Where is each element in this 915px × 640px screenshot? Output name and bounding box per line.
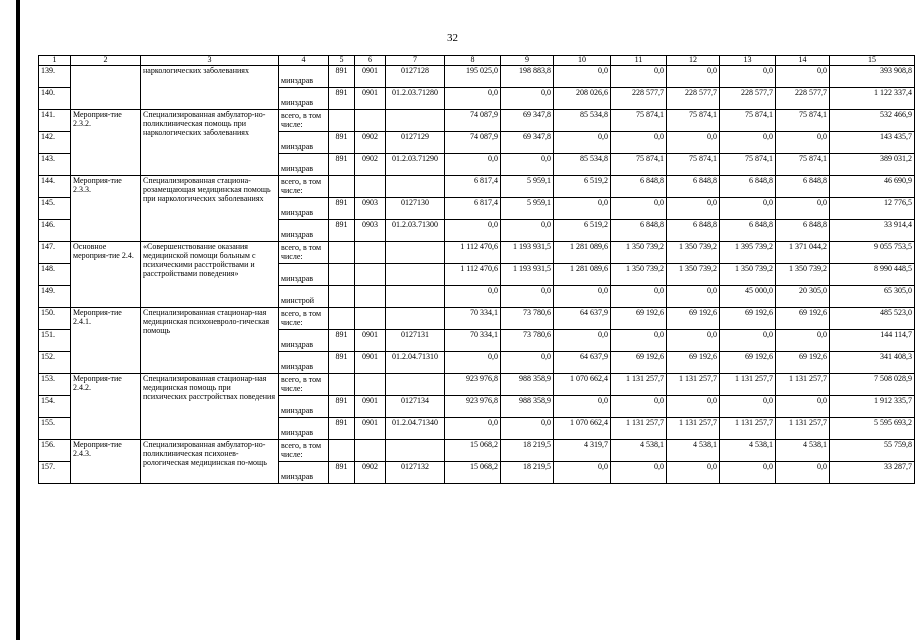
amount-cell: 0,0 xyxy=(501,154,554,176)
row-number-cell: 156. xyxy=(39,440,71,462)
target-code-cell xyxy=(386,110,445,132)
executor-cell: всего, в том числе: xyxy=(279,242,329,264)
executor-cell: всего, в том числе: xyxy=(279,374,329,396)
row-number-cell: 152. xyxy=(39,352,71,374)
column-number-cell: 2 xyxy=(71,56,141,66)
section-code-cell: 0901 xyxy=(355,418,386,440)
page-number: 32 xyxy=(447,32,458,44)
amount-cell: 208 026,6 xyxy=(554,88,611,110)
target-code-cell xyxy=(386,286,445,308)
amount-cell: 988 358,9 xyxy=(501,396,554,418)
amount-cell: 923 976,8 xyxy=(445,396,501,418)
amount-cell: 0,0 xyxy=(611,132,667,154)
row-number-cell: 140. xyxy=(39,88,71,110)
amount-cell: 1 131 257,7 xyxy=(720,374,776,396)
amount-cell: 15 068,2 xyxy=(445,462,501,484)
amount-cell: 0,0 xyxy=(611,66,667,88)
amount-cell: 1 350 739,2 xyxy=(720,264,776,286)
executor-cell: минздрав xyxy=(279,66,329,88)
amount-cell: 0,0 xyxy=(720,396,776,418)
executor-cell: всего, в том числе: xyxy=(279,110,329,132)
amount-cell: 0,0 xyxy=(720,462,776,484)
section-code-cell: 0902 xyxy=(355,132,386,154)
amount-cell: 0,0 xyxy=(445,418,501,440)
amount-cell: 0,0 xyxy=(720,330,776,352)
row-number-cell: 146. xyxy=(39,220,71,242)
amount-cell: 144 114,7 xyxy=(830,330,915,352)
target-code-cell: 0127134 xyxy=(386,396,445,418)
ministry-code-cell: 891 xyxy=(329,198,355,220)
amount-cell: 64 637,9 xyxy=(554,352,611,374)
amount-cell: 5 595 693,2 xyxy=(830,418,915,440)
executor-cell: минздрав xyxy=(279,154,329,176)
amount-cell: 1 350 739,2 xyxy=(611,264,667,286)
activity-name-cell: Основное мероприя-тие 2.4. xyxy=(71,242,141,308)
amount-cell: 0,0 xyxy=(667,330,720,352)
amount-cell: 9 055 753,5 xyxy=(830,242,915,264)
amount-cell: 0,0 xyxy=(611,198,667,220)
amount-cell: 64 637,9 xyxy=(554,308,611,330)
row-number-cell: 142. xyxy=(39,132,71,154)
table-row xyxy=(39,308,915,330)
amount-cell: 0,0 xyxy=(667,66,720,88)
amount-cell: 0,0 xyxy=(611,462,667,484)
executor-cell: минздрав xyxy=(279,396,329,418)
column-number-cell: 8 xyxy=(445,56,501,66)
amount-cell: 0,0 xyxy=(501,418,554,440)
row-number-cell: 154. xyxy=(39,396,71,418)
target-code-cell: 0127130 xyxy=(386,198,445,220)
amount-cell: 74 087,9 xyxy=(445,110,501,132)
amount-cell: 0,0 xyxy=(776,198,830,220)
amount-cell: 1 070 662,4 xyxy=(554,374,611,396)
amount-cell: 1 131 257,7 xyxy=(667,418,720,440)
row-number-cell: 139. xyxy=(39,66,71,88)
amount-cell: 532 466,9 xyxy=(830,110,915,132)
row-number-cell: 157. xyxy=(39,462,71,484)
amount-cell: 0,0 xyxy=(445,352,501,374)
amount-cell: 5 959,1 xyxy=(501,198,554,220)
column-number-cell: 11 xyxy=(611,56,667,66)
row-number-cell: 143. xyxy=(39,154,71,176)
amount-cell: 75 874,1 xyxy=(776,154,830,176)
amount-cell: 12 776,5 xyxy=(830,198,915,220)
amount-cell: 1 350 739,2 xyxy=(776,264,830,286)
amount-cell: 195 025,0 xyxy=(445,66,501,88)
amount-cell: 0,0 xyxy=(554,286,611,308)
activity-name-cell: Мероприя-тие 2.3.3. xyxy=(71,176,141,242)
amount-cell: 0,0 xyxy=(501,352,554,374)
amount-cell: 45 000,0 xyxy=(720,286,776,308)
ministry-code-cell: 891 xyxy=(329,330,355,352)
activity-name-cell: Мероприя-тие 2.4.3. xyxy=(71,440,141,484)
amount-cell: 0,0 xyxy=(445,154,501,176)
executor-cell: всего, в том числе: xyxy=(279,440,329,462)
amount-cell: 70 334,1 xyxy=(445,330,501,352)
column-number-cell: 3 xyxy=(141,56,279,66)
amount-cell: 5 959,1 xyxy=(501,176,554,198)
row-number-cell: 141. xyxy=(39,110,71,132)
amount-cell: 1 131 257,7 xyxy=(667,374,720,396)
amount-cell: 389 031,2 xyxy=(830,154,915,176)
target-code-cell: 0127132 xyxy=(386,462,445,484)
executor-cell: минздрав xyxy=(279,88,329,110)
section-code-cell xyxy=(355,264,386,286)
amount-cell: 1 281 089,6 xyxy=(554,264,611,286)
activity-description-cell: Специализированная стационар-ная медицинская психоневроло-гическая помощь xyxy=(141,308,279,374)
ministry-code-cell: 891 xyxy=(329,462,355,484)
amount-cell: 0,0 xyxy=(776,132,830,154)
target-code-cell: 01.2.03.71290 xyxy=(386,154,445,176)
amount-cell: 73 780,6 xyxy=(501,308,554,330)
amount-cell: 6 519,2 xyxy=(554,220,611,242)
table-row xyxy=(39,242,915,264)
target-code-cell xyxy=(386,176,445,198)
amount-cell: 1 131 257,7 xyxy=(720,418,776,440)
amount-cell: 6 848,8 xyxy=(776,220,830,242)
ministry-code-cell xyxy=(329,374,355,396)
table-row xyxy=(39,66,915,88)
section-code-cell: 0901 xyxy=(355,330,386,352)
amount-cell: 393 908,8 xyxy=(830,66,915,88)
target-code-cell: 01.2.04.71310 xyxy=(386,352,445,374)
activity-description-cell: «Совершенствование оказания медицинской помощи больным с психическими расстройствами и расстройствами поведения» xyxy=(141,242,279,308)
amount-cell: 0,0 xyxy=(776,462,830,484)
amount-cell: 228 577,7 xyxy=(611,88,667,110)
activity-name-cell: Мероприя-тие 2.4.2. xyxy=(71,374,141,440)
target-code-cell: 0127131 xyxy=(386,330,445,352)
amount-cell: 1 193 931,5 xyxy=(501,242,554,264)
amount-cell: 228 577,7 xyxy=(720,88,776,110)
amount-cell: 70 334,1 xyxy=(445,308,501,330)
row-number-cell: 149. xyxy=(39,286,71,308)
ministry-code-cell xyxy=(329,308,355,330)
amount-cell: 6 848,8 xyxy=(720,176,776,198)
section-code-cell xyxy=(355,286,386,308)
amount-cell: 75 874,1 xyxy=(776,110,830,132)
amount-cell: 69 347,8 xyxy=(501,110,554,132)
amount-cell: 73 780,6 xyxy=(501,330,554,352)
amount-cell: 1 131 257,7 xyxy=(611,418,667,440)
amount-cell: 75 874,1 xyxy=(667,110,720,132)
amount-cell: 69 192,6 xyxy=(611,308,667,330)
amount-cell: 0,0 xyxy=(554,462,611,484)
section-code-cell: 0901 xyxy=(355,396,386,418)
table-body xyxy=(39,56,915,484)
executor-cell: минздрав xyxy=(279,418,329,440)
activity-name-cell: Мероприя-тие 2.4.1. xyxy=(71,308,141,374)
amount-cell: 0,0 xyxy=(667,198,720,220)
amount-cell: 1 131 257,7 xyxy=(776,374,830,396)
activity-description-cell: Специализированная амбулатор-но-поликлиническая психонев-рологическая медицинская по-мощь xyxy=(141,440,279,484)
section-code-cell xyxy=(355,374,386,396)
ministry-code-cell: 891 xyxy=(329,154,355,176)
amount-cell: 0,0 xyxy=(445,88,501,110)
row-number-cell: 150. xyxy=(39,308,71,330)
amount-cell: 6 817,4 xyxy=(445,198,501,220)
amount-cell: 0,0 xyxy=(611,396,667,418)
amount-cell: 85 534,8 xyxy=(554,154,611,176)
column-number-cell: 14 xyxy=(776,56,830,66)
section-code-cell xyxy=(355,176,386,198)
amount-cell: 228 577,7 xyxy=(776,88,830,110)
amount-cell: 1 070 662,4 xyxy=(554,418,611,440)
ministry-code-cell xyxy=(329,176,355,198)
amount-cell: 6 848,8 xyxy=(611,220,667,242)
amount-cell: 85 534,8 xyxy=(554,110,611,132)
row-number-cell: 155. xyxy=(39,418,71,440)
row-number-cell: 153. xyxy=(39,374,71,396)
target-code-cell xyxy=(386,440,445,462)
binding-margin-bar xyxy=(16,0,20,640)
amount-cell: 0,0 xyxy=(667,286,720,308)
amount-cell: 4 538,1 xyxy=(667,440,720,462)
column-number-cell: 10 xyxy=(554,56,611,66)
amount-cell: 15 068,2 xyxy=(445,440,501,462)
activity-description-cell: Специализированная амбулатор-но-поликлиническая помощь при наркологических заболеваниях xyxy=(141,110,279,176)
amount-cell: 1 131 257,7 xyxy=(611,374,667,396)
amount-cell: 0,0 xyxy=(776,330,830,352)
amount-cell: 69 192,6 xyxy=(776,352,830,374)
section-code-cell: 0903 xyxy=(355,220,386,242)
ministry-code-cell xyxy=(329,110,355,132)
executor-cell: минздрав xyxy=(279,264,329,286)
executor-cell: всего, в том числе: xyxy=(279,176,329,198)
amount-cell: 0,0 xyxy=(611,330,667,352)
column-number-row xyxy=(39,56,915,66)
executor-cell: всего, в том числе: xyxy=(279,308,329,330)
amount-cell: 0,0 xyxy=(611,286,667,308)
column-number-cell: 6 xyxy=(355,56,386,66)
amount-cell: 33 287,7 xyxy=(830,462,915,484)
amount-cell: 69 192,6 xyxy=(611,352,667,374)
executor-cell: минздрав xyxy=(279,462,329,484)
amount-cell: 4 319,7 xyxy=(554,440,611,462)
section-code-cell: 0901 xyxy=(355,88,386,110)
amount-cell: 4 538,1 xyxy=(776,440,830,462)
amount-cell: 0,0 xyxy=(554,66,611,88)
amount-cell: 0,0 xyxy=(667,132,720,154)
target-code-cell: 0127128 xyxy=(386,66,445,88)
section-code-cell: 0903 xyxy=(355,198,386,220)
amount-cell: 4 538,1 xyxy=(720,440,776,462)
activity-description-cell: наркологических заболеваниях xyxy=(141,66,279,110)
amount-cell: 6 848,8 xyxy=(667,176,720,198)
amount-cell: 33 914,4 xyxy=(830,220,915,242)
amount-cell: 0,0 xyxy=(501,88,554,110)
executor-cell: минздрав xyxy=(279,330,329,352)
amount-cell: 0,0 xyxy=(667,462,720,484)
amount-cell: 6 848,8 xyxy=(720,220,776,242)
amount-cell: 0,0 xyxy=(554,396,611,418)
executor-cell: минстрой xyxy=(279,286,329,308)
row-number-cell: 148. xyxy=(39,264,71,286)
amount-cell: 18 219,5 xyxy=(501,440,554,462)
amount-cell: 75 874,1 xyxy=(611,110,667,132)
amount-cell: 1 350 739,2 xyxy=(667,264,720,286)
amount-cell: 4 538,1 xyxy=(611,440,667,462)
amount-cell: 341 408,3 xyxy=(830,352,915,374)
amount-cell: 69 192,6 xyxy=(776,308,830,330)
target-code-cell xyxy=(386,374,445,396)
table-row xyxy=(39,374,915,396)
amount-cell: 55 759,8 xyxy=(830,440,915,462)
amount-cell: 198 883,8 xyxy=(501,66,554,88)
amount-cell: 75 874,1 xyxy=(611,154,667,176)
column-number-cell: 7 xyxy=(386,56,445,66)
amount-cell: 69 192,6 xyxy=(720,308,776,330)
amount-cell: 1 281 089,6 xyxy=(554,242,611,264)
ministry-code-cell: 891 xyxy=(329,352,355,374)
section-code-cell: 0901 xyxy=(355,66,386,88)
amount-cell: 1 350 739,2 xyxy=(611,242,667,264)
section-code-cell: 0902 xyxy=(355,154,386,176)
amount-cell: 1 395 739,2 xyxy=(720,242,776,264)
amount-cell: 46 690,9 xyxy=(830,176,915,198)
amount-cell: 0,0 xyxy=(554,132,611,154)
section-code-cell xyxy=(355,308,386,330)
ministry-code-cell: 891 xyxy=(329,132,355,154)
ministry-code-cell xyxy=(329,242,355,264)
amount-cell: 69 192,6 xyxy=(720,352,776,374)
amount-cell: 0,0 xyxy=(445,286,501,308)
target-code-cell: 01.2.03.71280 xyxy=(386,88,445,110)
ministry-code-cell xyxy=(329,286,355,308)
row-number-cell: 145. xyxy=(39,198,71,220)
amount-cell: 18 219,5 xyxy=(501,462,554,484)
activity-name-cell xyxy=(71,66,141,110)
amount-cell: 0,0 xyxy=(776,66,830,88)
amount-cell: 0,0 xyxy=(445,220,501,242)
column-number-cell: 9 xyxy=(501,56,554,66)
section-code-cell xyxy=(355,242,386,264)
target-code-cell xyxy=(386,308,445,330)
row-number-cell: 147. xyxy=(39,242,71,264)
amount-cell: 74 087,9 xyxy=(445,132,501,154)
amount-cell: 69 347,8 xyxy=(501,132,554,154)
target-code-cell xyxy=(386,264,445,286)
amount-cell: 7 508 028,9 xyxy=(830,374,915,396)
section-code-cell xyxy=(355,440,386,462)
amount-cell: 0,0 xyxy=(720,66,776,88)
amount-cell: 1 112 470,6 xyxy=(445,264,501,286)
amount-cell: 0,0 xyxy=(720,132,776,154)
amount-cell: 6 848,8 xyxy=(667,220,720,242)
row-number-cell: 151. xyxy=(39,330,71,352)
amount-cell: 8 990 448,5 xyxy=(830,264,915,286)
executor-cell: минздрав xyxy=(279,132,329,154)
ministry-code-cell: 891 xyxy=(329,396,355,418)
amount-cell: 6 519,2 xyxy=(554,176,611,198)
target-code-cell: 01.2.04.71340 xyxy=(386,418,445,440)
amount-cell: 6 848,8 xyxy=(611,176,667,198)
amount-cell: 923 976,8 xyxy=(445,374,501,396)
amount-cell: 20 305,0 xyxy=(776,286,830,308)
column-number-cell: 13 xyxy=(720,56,776,66)
section-code-cell: 0901 xyxy=(355,352,386,374)
amount-cell: 1 131 257,7 xyxy=(776,418,830,440)
amount-cell: 1 112 470,6 xyxy=(445,242,501,264)
amount-cell: 1 912 335,7 xyxy=(830,396,915,418)
section-code-cell xyxy=(355,110,386,132)
amount-cell: 0,0 xyxy=(554,330,611,352)
amount-cell: 75 874,1 xyxy=(720,110,776,132)
amount-cell: 485 523,0 xyxy=(830,308,915,330)
amount-cell: 1 371 044,2 xyxy=(776,242,830,264)
amount-cell: 6 848,8 xyxy=(776,176,830,198)
table-row xyxy=(39,176,915,198)
column-number-cell: 5 xyxy=(329,56,355,66)
amount-cell: 69 192,6 xyxy=(667,308,720,330)
target-code-cell: 01.2.03.71300 xyxy=(386,220,445,242)
budget-table xyxy=(38,55,915,484)
amount-cell: 228 577,7 xyxy=(667,88,720,110)
amount-cell: 1 193 931,5 xyxy=(501,264,554,286)
ministry-code-cell: 891 xyxy=(329,88,355,110)
activity-description-cell: Специализированная стационар-ная медицинская помощь при психических расстройствах поведения xyxy=(141,374,279,440)
section-code-cell: 0902 xyxy=(355,462,386,484)
amount-cell: 1 350 739,2 xyxy=(667,242,720,264)
amount-cell: 0,0 xyxy=(501,286,554,308)
executor-cell: минздрав xyxy=(279,352,329,374)
amount-cell: 0,0 xyxy=(776,396,830,418)
target-code-cell xyxy=(386,242,445,264)
ministry-code-cell xyxy=(329,264,355,286)
amount-cell: 6 817,4 xyxy=(445,176,501,198)
amount-cell: 65 305,0 xyxy=(830,286,915,308)
table-row xyxy=(39,110,915,132)
executor-cell: минздрав xyxy=(279,198,329,220)
row-number-cell: 144. xyxy=(39,176,71,198)
ministry-code-cell xyxy=(329,440,355,462)
amount-cell: 69 192,6 xyxy=(667,352,720,374)
amount-cell: 0,0 xyxy=(554,198,611,220)
amount-cell: 75 874,1 xyxy=(667,154,720,176)
activity-name-cell: Мероприя-тие 2.3.2. xyxy=(71,110,141,176)
column-number-cell: 4 xyxy=(279,56,329,66)
amount-cell: 75 874,1 xyxy=(720,154,776,176)
ministry-code-cell: 891 xyxy=(329,220,355,242)
table-row xyxy=(39,440,915,462)
amount-cell: 1 122 337,4 xyxy=(830,88,915,110)
column-number-cell: 12 xyxy=(667,56,720,66)
activity-description-cell: Специализированная стациона-розамещающая медицинская помощь при наркологических заболеваниях xyxy=(141,176,279,242)
ministry-code-cell: 891 xyxy=(329,66,355,88)
amount-cell: 0,0 xyxy=(720,198,776,220)
column-number-cell: 15 xyxy=(830,56,915,66)
column-number-cell: 1 xyxy=(39,56,71,66)
amount-cell: 143 435,7 xyxy=(830,132,915,154)
executor-cell: минздрав xyxy=(279,220,329,242)
ministry-code-cell: 891 xyxy=(329,418,355,440)
target-code-cell: 0127129 xyxy=(386,132,445,154)
amount-cell: 0,0 xyxy=(501,220,554,242)
amount-cell: 988 358,9 xyxy=(501,374,554,396)
amount-cell: 0,0 xyxy=(667,396,720,418)
